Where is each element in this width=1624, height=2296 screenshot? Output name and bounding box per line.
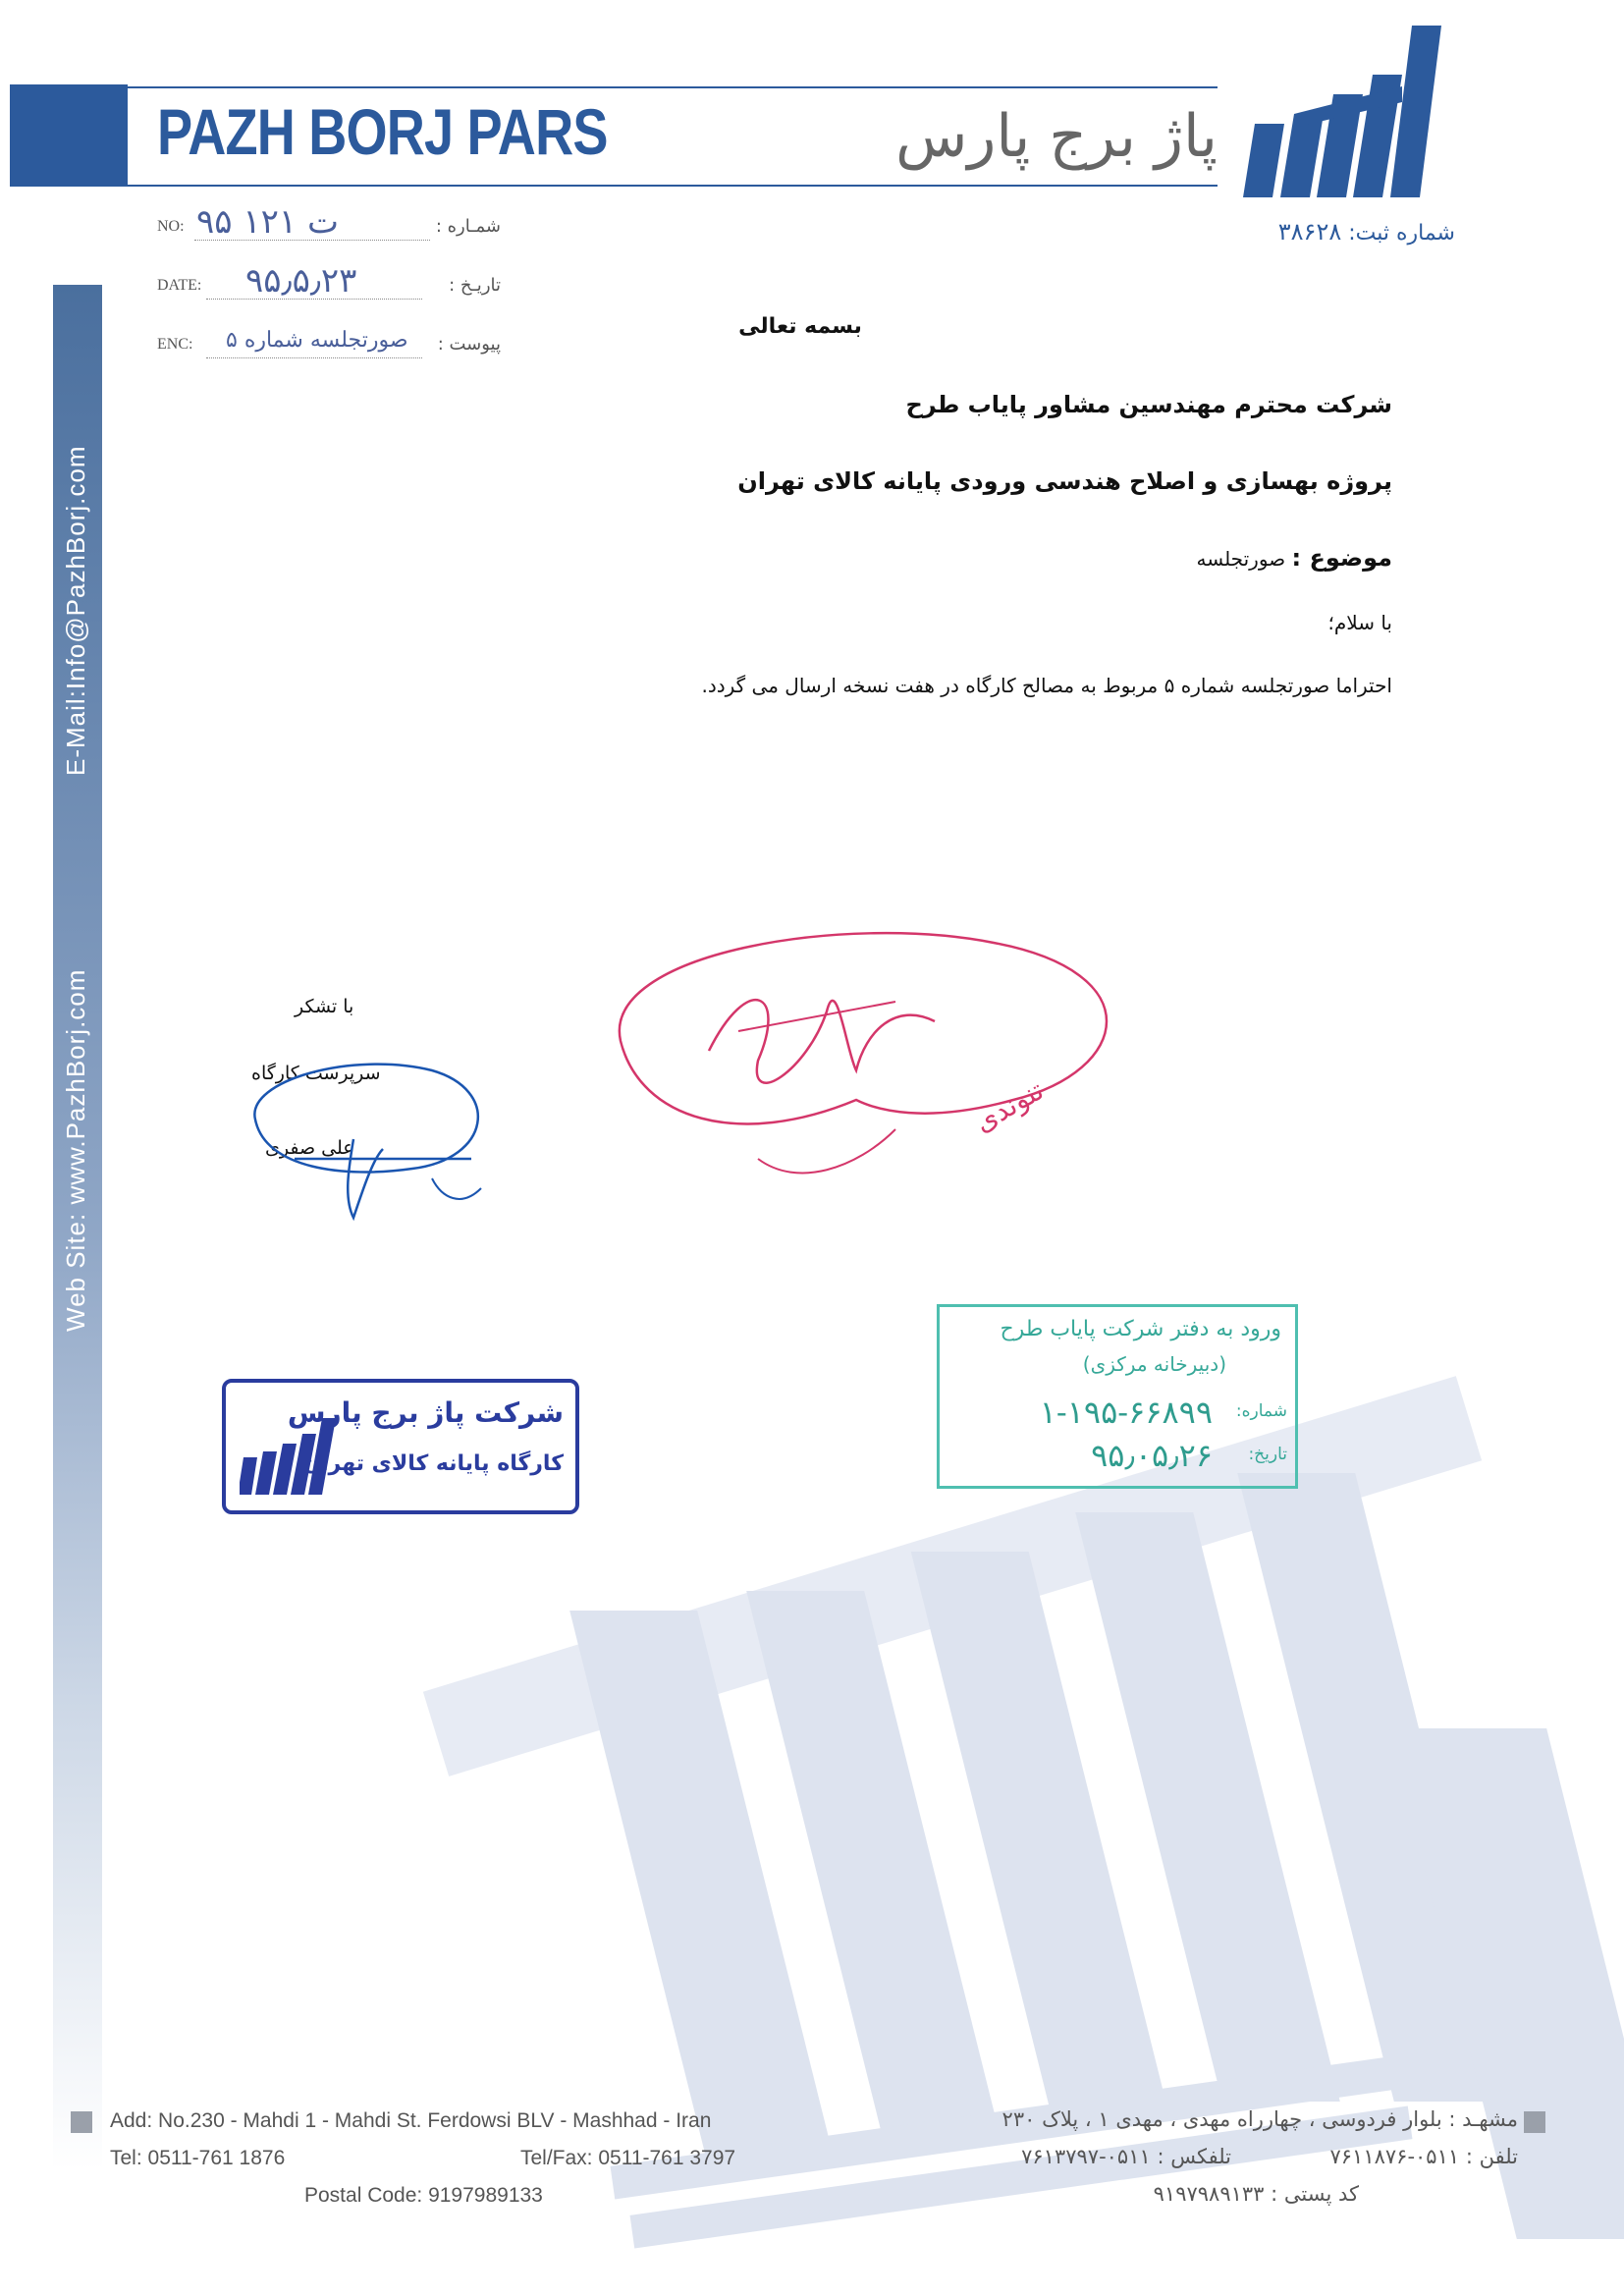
brand-name-fa: پاژ برج پارس	[895, 102, 1218, 171]
number-label-fa: شمـاره :	[435, 216, 501, 237]
footer-address-en: Add: No.230 - Mahdi 1 - Mahdi St. Ferdowsi BLV - Mashhad - Iran	[110, 2109, 712, 2132]
footer-bullet-fa	[1524, 2111, 1545, 2133]
receipt-number-label: شماره:	[1235, 1401, 1287, 1421]
enclosure-label-fa: پیوست :	[437, 334, 501, 355]
date-label-en: DATE:	[157, 277, 202, 294]
company-stamp-line2: کارگاه پایانه کالای تهران	[302, 1451, 564, 1476]
header-top-rule	[128, 86, 1218, 88]
enclosure-value: صورتجلسه شماره ۵	[226, 328, 408, 353]
registration-number	[1278, 218, 1455, 246]
subject-label: موضوع :	[1291, 544, 1392, 572]
brand-name-en: PAZH BORJ PARS	[157, 95, 608, 168]
footer-address-fa: مشهـد : بلوار فردوسی ، چهارراه مهدی ، مهدی ۱ ، پلاک ۲۳۰	[1001, 2107, 1518, 2131]
header-bottom-rule	[128, 185, 1218, 187]
signer-title: سرپرست کارگاه	[251, 1063, 381, 1084]
registration-label: شماره ثبت:	[1348, 221, 1455, 246]
sidebar-website-anchor	[61, 968, 90, 1333]
company-stamp	[222, 1379, 579, 1514]
footer-postal-en: Postal Code: 9197989133	[304, 2184, 543, 2207]
sidebar-website: Web Site: www.PazhBorj.com	[61, 968, 90, 1332]
signer-signature	[236, 1041, 501, 1237]
header-accent-block	[10, 84, 128, 187]
subject-line	[1197, 544, 1393, 572]
date-label-fa: تاریـخ :	[449, 275, 501, 296]
signature-note: تنوندی	[968, 1073, 1050, 1139]
field-date	[157, 261, 501, 304]
number-label-en: NO:	[157, 218, 185, 235]
date-value: ۹۵٫۵٫۲۳	[245, 261, 357, 301]
recipient: شرکت محترم مهندسین مشاور پایاب طرح	[905, 391, 1392, 418]
invocation: بسمه تعالی	[738, 314, 862, 339]
footer-telfax-en: Tel/Fax: 0511-761 3797	[520, 2147, 736, 2169]
footer-tel-fa: تلفن : ۰۵۱۱-۷۶۱۱۸۷۶	[1329, 2145, 1518, 2168]
footer-bullet-en	[71, 2111, 92, 2133]
footer-postal-fa: کد پستی : ۹۱۹۷۹۸۹۱۳۳	[1153, 2182, 1359, 2206]
receipt-stamp-line1: ورود به دفتر شرکت پایاب طرح	[1000, 1317, 1281, 1341]
receipt-stamp-line2: (دبیرخانه مرکزی)	[1082, 1352, 1226, 1376]
field-number	[157, 202, 501, 246]
footer-tel-en: Tel: 0511-761 1876	[110, 2147, 286, 2169]
approver-signature	[601, 913, 1121, 1228]
closing: با تشکر	[295, 996, 354, 1017]
receipt-date-value: ۹۵٫۰۵٫۲۶	[1091, 1437, 1213, 1474]
sidebar-email-anchor	[61, 445, 90, 777]
company-logo-icon	[1235, 26, 1471, 202]
receipt-stamp	[937, 1304, 1298, 1489]
enclosure-label-en: ENC:	[157, 336, 193, 353]
receipt-number-value: ۱-۱۹۵-۶۶۸۹۹	[1039, 1394, 1213, 1431]
registration-value: ۳۸۶۲۸	[1277, 218, 1342, 246]
signer-name: علی صفری	[265, 1137, 354, 1159]
sidebar-email: E-Mail:Info@PazhBorj.com	[61, 445, 90, 776]
subject-value: صورتجلسه	[1196, 547, 1286, 571]
receipt-date-label: تاریخ:	[1248, 1445, 1287, 1464]
footer-fax-fa: تلفکس : ۰۵۱۱-۷۶۱۳۷۹۷	[1021, 2145, 1231, 2168]
greeting: با سلام؛	[1327, 611, 1392, 634]
project-title: پروژه بهسازی و اصلاح هندسی ورودی پایانه کالای تهران	[737, 467, 1392, 495]
field-enclosure	[157, 324, 501, 363]
number-value: ۹۵ ت ۱۲۱	[196, 202, 339, 242]
company-stamp-line1: شرکت پاژ برج پارس	[287, 1396, 564, 1429]
body-text: احتراما صورتجلسه شماره ۵ مربوط به مصالح کارگاه در هفت نسخه ارسال می گردد.	[701, 674, 1392, 697]
